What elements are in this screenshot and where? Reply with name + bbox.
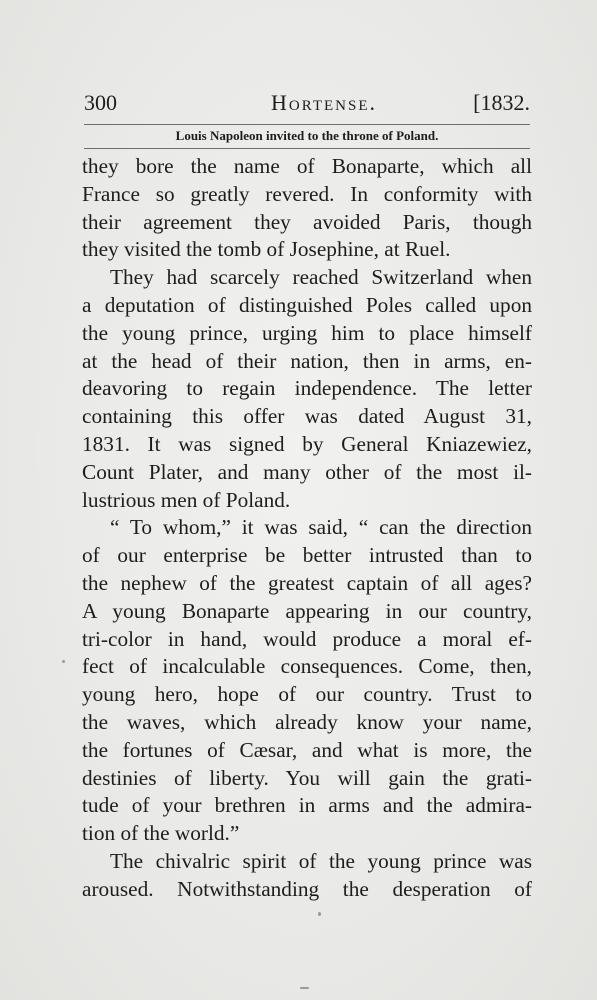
page-number: 300 (84, 90, 117, 115)
text-line: containing this offer was dated August 31, (82, 404, 532, 429)
text-line: aroused. Notwithstanding the desperation of (82, 876, 532, 901)
running-title-text: Hortense. (271, 90, 377, 115)
text-line: young hero, hope of our country. Trust to (82, 682, 532, 707)
header-rule-top (84, 124, 530, 125)
text-line: their agreement they avoided Paris, though (82, 209, 532, 234)
text-line: tude of your brethren in arms and the admira- (82, 793, 532, 818)
text-line: a deputation of distinguished Poles called upon (82, 292, 532, 317)
text-line: destinies of liberty. You will gain the grati- (82, 765, 532, 790)
text-line: at the head of their nation, then in arms, en- (82, 348, 532, 373)
text-line: tri-color in hand, would produce a moral ef- (82, 626, 532, 651)
header-year: [1832. (473, 90, 530, 115)
body-text (82, 153, 532, 904)
text-line: lustrious men of Poland. (82, 487, 291, 512)
paper-speck (300, 987, 309, 989)
paper-speck (62, 660, 65, 663)
text-line: They had scarcely reached Switzerland when (110, 265, 532, 290)
running-header (84, 90, 530, 116)
text-line: Count Plater, and many other of the most il- (82, 459, 532, 484)
text-line: the fortunes of Cæsar, and what is more, the (82, 737, 532, 762)
text-line: 1831. It was signed by General Kniazewiez, (82, 431, 532, 456)
paper-speck (318, 912, 321, 916)
text-line: “ To whom,” it was said, “ can the direction (110, 515, 532, 540)
text-line: the waves, which already know your name, (82, 709, 532, 734)
text-line: the young prince, urging him to place himself (82, 320, 532, 345)
text-line: The chivalric spirit of the young prince was (110, 848, 532, 873)
chapter-subheading: Louis Napoleon invited to the throne of Poland. (175, 128, 439, 143)
text-line: fect of incalculable consequences. Come, then, (82, 654, 532, 679)
text-line: A young Bonaparte appearing in our country, (82, 598, 532, 623)
text-line: tion of the world.” (82, 821, 240, 846)
text-line: they bore the name of Bonaparte, which all (82, 154, 532, 178)
text-line: of our enterprise be better intrusted than to (82, 543, 532, 568)
header-rule-bottom (84, 148, 530, 149)
text-line: they visited the tomb of Josephine, at Ruel. (82, 237, 451, 262)
text-line: the nephew of the greatest captain of all ages? (82, 570, 532, 595)
text-line: deavoring to regain independence. The letter (82, 376, 532, 401)
text-line: France so greatly revered. In conformity with (82, 181, 532, 206)
